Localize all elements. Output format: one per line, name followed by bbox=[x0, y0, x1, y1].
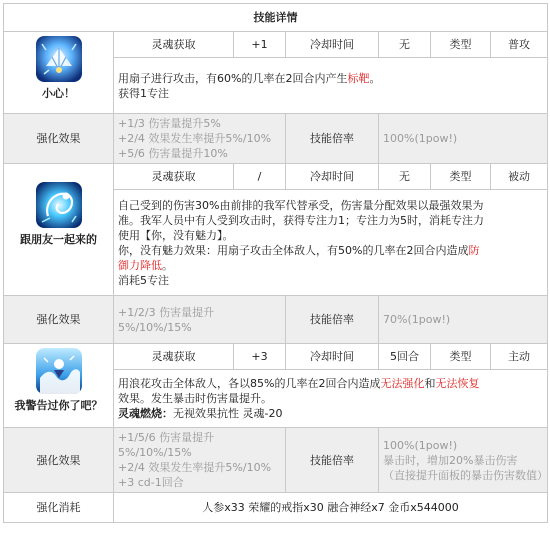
type-label: 类型 bbox=[431, 164, 491, 190]
enhance-line: 5%/10%/15% bbox=[118, 446, 192, 459]
fan-skill-icon bbox=[36, 36, 82, 82]
skill-description bbox=[114, 190, 548, 296]
cooldown-label: 冷却时间 bbox=[286, 32, 379, 58]
enhance-line: +1/5/6 伤害量提升 bbox=[118, 431, 215, 444]
enhance-line: +1/2/3 伤害量提升 bbox=[118, 305, 215, 319]
desc-text: 。 bbox=[369, 71, 381, 85]
skill-mult-label: 技能倍率 bbox=[286, 296, 379, 344]
skill-cell bbox=[4, 344, 114, 428]
type-label: 类型 bbox=[431, 32, 491, 58]
skill-mult-label: 技能倍率 bbox=[286, 428, 379, 493]
enhance-line: +3 cd-1回合 bbox=[118, 476, 184, 489]
enhance-effect-list bbox=[114, 114, 286, 164]
desc-text: 效果。发生暴击时伤害量提升。 bbox=[118, 392, 272, 405]
desc-text: 自己受到的伤害30%由前排的我军代替承受，伤害量分配效果以最强效果为 bbox=[118, 198, 484, 212]
skill-description bbox=[114, 58, 548, 114]
soul-value: +1 bbox=[234, 32, 286, 58]
page-title: 技能详情 bbox=[4, 4, 548, 32]
mult-line: （直接提升面板的暴击伤害数值） bbox=[383, 468, 548, 482]
enhance-line: +2/4 效果发生率提升5%/10% bbox=[118, 461, 272, 474]
soul-value: +3 bbox=[234, 344, 286, 370]
soul-label: 灵魂获取 bbox=[114, 32, 234, 58]
skill-detail-table bbox=[3, 3, 548, 523]
enhance-effect-list bbox=[114, 296, 286, 344]
skill-mult-value: 100%(1pow!) bbox=[379, 114, 548, 164]
skill-cell bbox=[4, 32, 114, 114]
desc-text: 消耗5专注 bbox=[118, 273, 169, 287]
soul-value: / bbox=[234, 164, 286, 190]
type-label: 类型 bbox=[431, 344, 491, 370]
enhance-line: +5/6 伤害量提升10% bbox=[118, 147, 228, 160]
cooldown-value: 无 bbox=[379, 32, 431, 58]
cooldown-value: 无 bbox=[379, 164, 431, 190]
soul-burn-label: 灵魂燃烧： bbox=[118, 407, 173, 420]
skill-name: 小心！ bbox=[42, 87, 75, 100]
skill-mult-value: 70%(1pow!) bbox=[379, 296, 548, 344]
enhance-line: +2/4 效果发生率提升5%/10% bbox=[118, 132, 272, 145]
type-value: 被动 bbox=[491, 164, 548, 190]
mult-line: 100%(1pow!) bbox=[383, 438, 458, 452]
skill-name: 我警告过你了吧？ bbox=[14, 399, 103, 412]
desc-text: 获得1专注 bbox=[118, 86, 169, 100]
desc-text: 准。我军人员中有人受到攻击时，获得专注力1；专注力为5时，消耗专注力 bbox=[118, 213, 484, 227]
desc-keyword: 御力降低 bbox=[118, 258, 162, 272]
enhance-effect-list bbox=[114, 428, 286, 493]
enhance-line: +1/3 伤害量提升5% bbox=[118, 117, 221, 130]
spirit-skill-icon bbox=[36, 182, 82, 228]
cooldown-value: 5回合 bbox=[379, 344, 431, 370]
type-value: 普攻 bbox=[491, 32, 548, 58]
cooldown-label: 冷却时间 bbox=[286, 164, 379, 190]
cooldown-label: 冷却时间 bbox=[286, 344, 379, 370]
skill-mult-value bbox=[379, 428, 548, 493]
soul-label: 灵魂获取 bbox=[114, 344, 234, 370]
desc-text: 和 bbox=[424, 377, 436, 390]
desc-text: 无视效果抗性 灵魂-20 bbox=[173, 407, 283, 420]
soul-label: 灵魂获取 bbox=[114, 164, 234, 190]
desc-text: 用浪花攻击全体敌人，各以85%的几率在2回合内造成 bbox=[118, 377, 381, 390]
desc-keyword: 标靶 bbox=[347, 71, 370, 85]
enhance-cost-value: 人参x33 荣耀的戒指x30 融合神经x7 金币x544000 bbox=[114, 493, 548, 523]
wave-skill-icon bbox=[36, 348, 82, 394]
skill-mult-label: 技能倍率 bbox=[286, 114, 379, 164]
mult-line: 暴击时，增加20%暴击伤害 bbox=[383, 453, 518, 467]
skill-cell bbox=[4, 164, 114, 296]
desc-keyword: 无法强化 bbox=[380, 377, 425, 390]
desc-text: 你，没有魅力效果：用扇子攻击全体敌人，有50%的几率在2回合内造成 bbox=[118, 243, 469, 257]
desc-keyword: 防 bbox=[468, 243, 480, 257]
enhance-effect-label: 强化效果 bbox=[4, 296, 114, 344]
enhance-line: 5%/10%/15% bbox=[118, 320, 192, 334]
skill-name: 跟朋友一起来的 bbox=[20, 233, 97, 246]
desc-text: 使用【你，没有魅力】。 bbox=[118, 228, 234, 242]
skill-description bbox=[114, 370, 548, 428]
enhance-effect-label: 强化效果 bbox=[4, 428, 114, 493]
desc-text: 用扇子进行攻击，有60%的几率在2回合内产生 bbox=[118, 71, 348, 85]
desc-keyword: 无法恢复 bbox=[435, 377, 480, 390]
desc-text: 。 bbox=[162, 258, 173, 272]
enhance-effect-label: 强化效果 bbox=[4, 114, 114, 164]
type-value: 主动 bbox=[491, 344, 548, 370]
enhance-cost-label: 强化消耗 bbox=[4, 493, 114, 523]
